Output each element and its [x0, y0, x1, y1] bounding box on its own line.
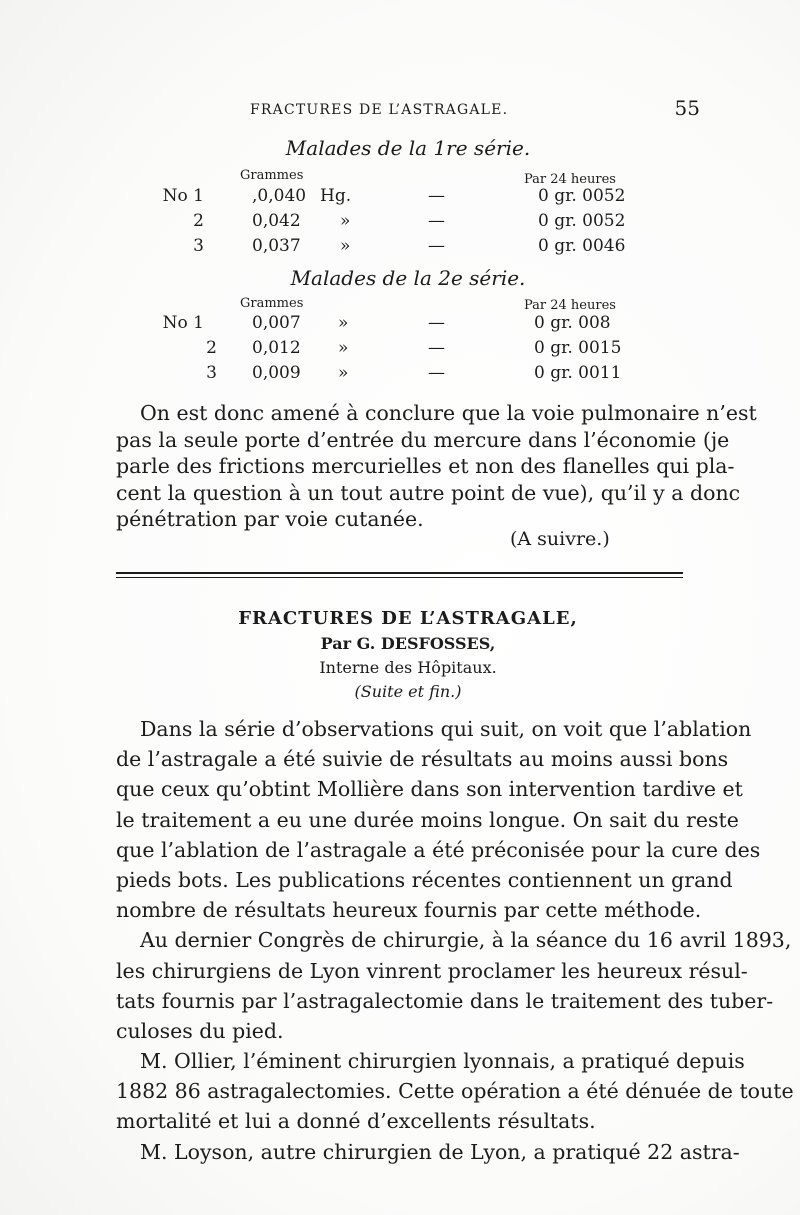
row-value: 0,012 [252, 338, 301, 358]
table2-row [0, 313, 800, 337]
text-line: que ceux qu’obtint Mollière dans son intervention tardive et [116, 777, 743, 802]
text-line: les chirurgiens de Lyon vinrent proclamer les heureux résul- [116, 958, 748, 983]
row-result: 0 gr. 0011 [534, 363, 622, 383]
row-value: 0,037 [252, 236, 301, 256]
text-line: le traitement a eu une durée moins longue. On sait du reste [116, 807, 739, 832]
row-number: No 1 [162, 186, 204, 206]
row-value: ,0,040 [252, 186, 307, 206]
separator-rule [116, 577, 683, 578]
row-result: 0 gr. 0052 [538, 186, 626, 206]
row-mark: » [340, 211, 351, 231]
text-line: M. Ollier, l’éminent chirurgien lyonnais, a pratiqué depuis [140, 1049, 745, 1074]
text-line: M. Loyson, autre chirurgien de Lyon, a pratiqué 22 astra- [140, 1139, 740, 1164]
running-title: FRACTURES DE L’ASTRAGALE. [250, 102, 509, 118]
table1-title: Malades de la 1re série. [285, 136, 531, 160]
table2-unit-left: Grammes [240, 296, 304, 311]
row-value: 0,007 [252, 313, 301, 333]
text-line: pénétration par voie cutanée. [116, 507, 424, 531]
article-continuation: (Suite et fin.) [354, 682, 462, 701]
table2-title: Malades de la 2e série. [290, 266, 526, 290]
article-author: Par G. DESFOSSES, [320, 634, 496, 653]
text-line: Au dernier Congrès de chirurgie, à la séance du 16 avril 1893, [140, 928, 792, 953]
article-title: FRACTURES DE L’ASTRAGALE, [238, 608, 578, 629]
row-mark: » [338, 363, 349, 383]
text-line: cent la question à un tout autre point de vue), qu’il y a donc [116, 480, 741, 505]
table2-unit-right: Par 24 heures [524, 298, 616, 313]
row-number: 2 [193, 211, 204, 231]
row-number: 3 [206, 363, 217, 383]
row-dash: — [428, 313, 445, 333]
row-mark: » [340, 236, 351, 256]
row-number: 2 [206, 338, 217, 358]
page-number: 55 [674, 96, 700, 120]
row-result: 0 gr. 008 [534, 313, 611, 333]
separator-rule [116, 572, 683, 574]
row-dash: — [428, 186, 445, 206]
row-dash: — [428, 338, 445, 358]
row-dash: — [428, 211, 445, 231]
article-body [116, 714, 794, 1167]
table1-unit-right: Par 24 heures [524, 172, 616, 187]
text-line: pieds bots. Les publications récentes contiennent un grand [116, 867, 733, 892]
row-result: 0 gr. 0052 [538, 211, 626, 231]
text-line: 1882 86 astragalectomies. Cette opération a été dénuée de toute [116, 1079, 794, 1104]
table2-row [0, 338, 800, 362]
text-line: tats fournis par l’astragalectomie dans le traitement des tuber- [116, 988, 774, 1013]
text-line: que l’ablation de l’astragale a été préconisée pour la cure des [116, 837, 761, 862]
text-line: On est donc amené à conclure que la voie pulmonaire n’est [140, 401, 757, 425]
row-value: 0,042 [252, 211, 301, 231]
row-number: 3 [193, 236, 204, 256]
text-line: mortalité et lui a donné d’excellents résultats. [116, 1109, 596, 1134]
row-number: No 1 [162, 313, 204, 333]
table1-unit-left: Grammes [240, 168, 304, 183]
text-line: Dans la série d’observations qui suit, on voit que l’ablation [140, 717, 752, 741]
to-be-continued: (A suivre.) [510, 528, 610, 550]
row-mark: Hg. [320, 186, 352, 206]
table1-row [0, 186, 800, 210]
text-line: parle des frictions mercurielles et non des flanelles qui pla- [116, 454, 735, 478]
table2-row [0, 363, 800, 387]
row-mark: » [338, 313, 349, 333]
table1-row [0, 211, 800, 235]
text-line: culoses du pied. [116, 1018, 284, 1043]
row-mark: » [338, 338, 349, 358]
table1-row [0, 236, 800, 260]
row-dash: — [428, 363, 445, 383]
conclusion-paragraph [116, 400, 757, 533]
text-line: pas la seule porte d’entrée du mercure dans l’économie (je [116, 427, 730, 452]
text-line: nombre de résultats heureux fournis par cette méthode. [116, 898, 702, 923]
row-result: 0 gr. 0015 [534, 338, 622, 358]
text-line: de l’astragale a été suivie de résultats au moins aussi bons [116, 747, 729, 772]
row-dash: — [428, 236, 445, 256]
row-value: 0,009 [252, 363, 301, 383]
article-author-role: Interne des Hôpitaux. [319, 658, 497, 677]
row-result: 0 gr. 0046 [538, 236, 626, 256]
